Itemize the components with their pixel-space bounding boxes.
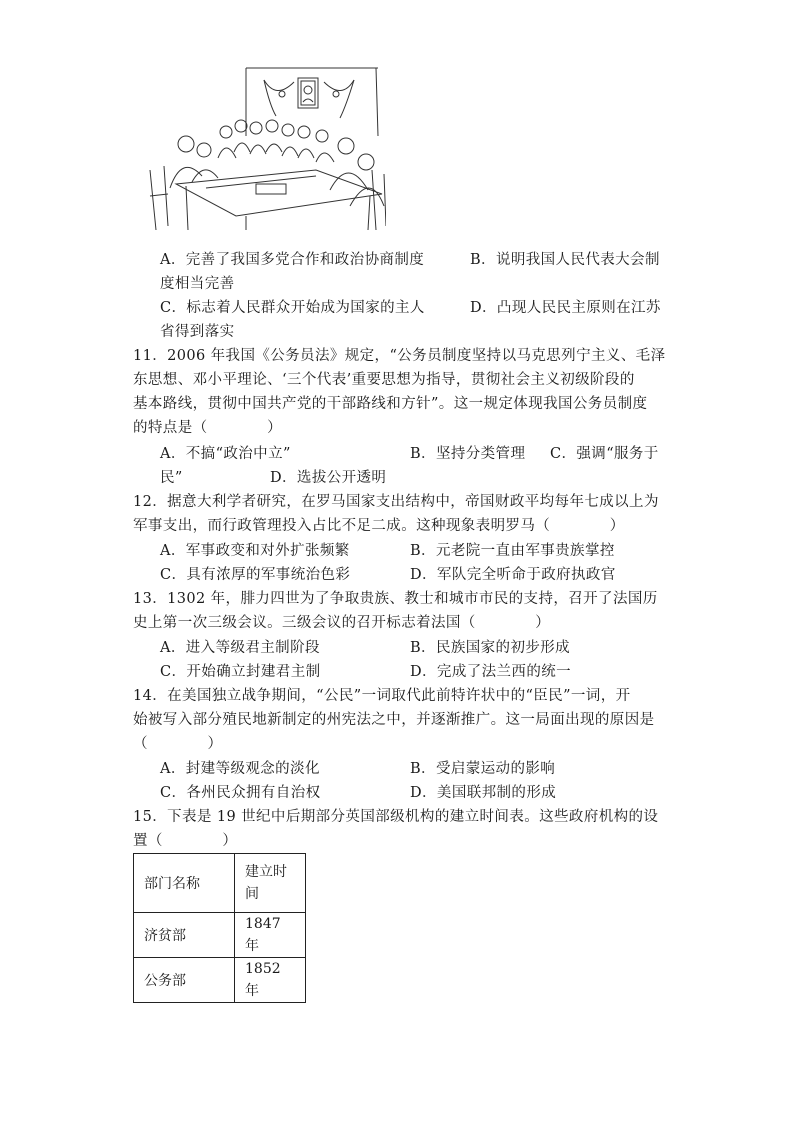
q12-option-b: B．元老院一直由军事贵族掌控 xyxy=(410,543,615,559)
table-header-row xyxy=(134,854,306,913)
table-header-founded-line1: 建立时 xyxy=(245,864,287,880)
q13-stem-line1: 13．1302 年，腓力四世为了争取贵族、教士和城市市民的支持，召开了法国历 xyxy=(133,591,658,607)
q12-option-a: A．军事政变和对外扩张频繁 xyxy=(160,543,350,559)
q12-stem-line1: 12．据意大利学者研究，在罗马国家支出结构中，帝国财政平均每年七成以上为 xyxy=(133,494,659,510)
table-header-founded xyxy=(235,854,306,913)
q11-stem-line2: 东思想、邓小平理论、‘三个代表’重要思想为指导，贯彻社会主义初级阶段的 xyxy=(133,372,635,388)
department-table xyxy=(133,853,306,1003)
q15-stem-line2: 置（ ） xyxy=(133,833,238,849)
q13-option-a: A．进入等级君主制阶段 xyxy=(160,640,320,656)
q15-stem-line1: 15．下表是 19 世纪中后期部分英国部级机构的建立时间表。这些政府机构的设 xyxy=(133,809,659,825)
table-row xyxy=(134,913,306,958)
q13-option-d: D．完成了法兰西的统一 xyxy=(410,664,572,680)
q11-option-c-cont: 民” xyxy=(160,470,183,486)
q14-option-c: C．各州民众拥有自治权 xyxy=(160,785,321,801)
meeting-illustration xyxy=(146,66,386,232)
table-cell-dept: 济贫部 xyxy=(134,913,235,958)
q13-stem-line2: 史上第一次三级会议。三级会议的召开标志着法国（ ） xyxy=(133,615,551,631)
table-cell-year: 1847 年 xyxy=(235,913,306,958)
table-header-dept-name: 部门名称 xyxy=(134,854,235,913)
q11-option-b: B．坚持分类管理 xyxy=(410,446,526,462)
q11-stem-line3: 基本路线，贯彻中国共产党的干部路线和方针”。这一规定体现我国公务员制度 xyxy=(133,396,648,412)
q11-option-c: C．强调“服务于 xyxy=(550,446,659,462)
q10-option-b-cont: 度相当完善 xyxy=(160,276,235,292)
table-cell-dept: 公务部 xyxy=(134,958,235,1003)
q14-stem-line3: （ ） xyxy=(133,736,223,752)
q10-option-b: B．说明我国人民代表大会制 xyxy=(470,252,660,268)
table-header-founded-line2: 间 xyxy=(245,886,259,902)
q10-option-a: A．完善了我国多党合作和政治协商制度 xyxy=(160,252,425,268)
q11-stem-line4: 的特点是（ ） xyxy=(133,420,282,436)
q13-option-b: B．民族国家的初步形成 xyxy=(410,640,571,656)
q14-stem-line1: 14．在美国独立战争期间，“公民”一词取代此前特许状中的“臣民”一词，开 xyxy=(133,688,631,704)
q14-option-a: A．封建等级观念的淡化 xyxy=(160,761,320,777)
q11-option-d: D．选拔公开透明 xyxy=(270,470,387,486)
q10-option-d: D．凸现人民民主原则在江苏 xyxy=(470,300,661,316)
q14-stem-line2: 始被写入部分殖民地新制定的州宪法之中，并逐渐推广。这一局面出现的原因是 xyxy=(133,712,655,728)
table-cell-year: 1852 年 xyxy=(235,958,306,1003)
q12-option-c: C．具有浓厚的军事统治色彩 xyxy=(160,567,351,583)
q14-option-b: B．受启蒙运动的影响 xyxy=(410,761,556,777)
q11-option-a: A．不搞“政治中立” xyxy=(160,446,291,462)
q13-option-c: C．开始确立封建君主制 xyxy=(160,664,321,680)
q12-stem-line2: 军事支出，而行政管理投入占比不足二成。这种现象表明罗马（ ） xyxy=(133,518,625,534)
q10-option-c: C．标志着人民群众开始成为国家的主人 xyxy=(160,300,425,316)
q12-option-d: D．军队完全听命于政府执政官 xyxy=(410,567,616,583)
q10-option-d-cont: 省得到落实 xyxy=(160,324,235,340)
q11-stem-line1: 11．2006 年我国《公务员法》规定，“公务员制度坚持以马克思列宁主义、毛泽 xyxy=(133,348,666,364)
table-row xyxy=(134,958,306,1003)
q14-option-d: D．美国联邦制的形成 xyxy=(410,785,557,801)
